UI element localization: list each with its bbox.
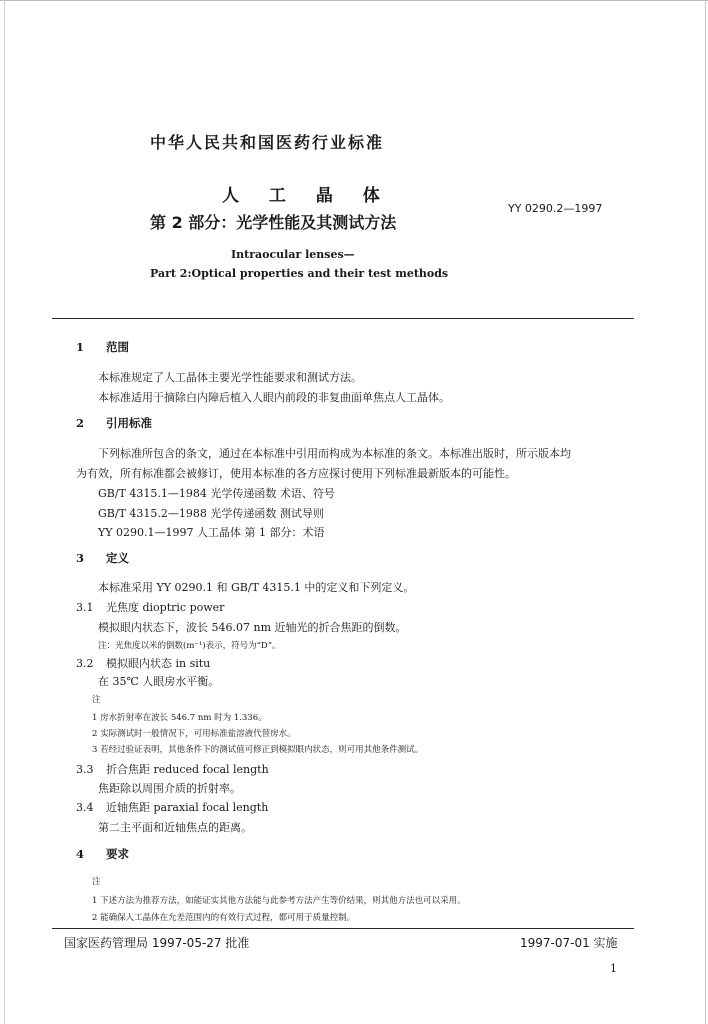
section-1-heading [76,339,129,355]
definition-text: 焦距除以周围介质的折射率。 [98,782,241,795]
section-number: 1 [76,340,85,354]
note-item: 1 下述方法为推荐方法，如能证实其他方法能与此参考方法产生等价结果，则其他方法也可以采用。 [92,896,466,906]
section-title: 定义 [106,551,129,565]
reference-item: GB/T 4315.2—1988 光学传递函数 测试导则 [98,507,324,520]
english-title: Intraocular lenses— [231,248,355,261]
definition-3-1-term [76,599,224,615]
section-title: 范围 [106,340,129,354]
section-number: 3 [76,551,85,565]
term: 光焦度 dioptric power [106,601,225,614]
paragraph: 本标准适用于摘除白内障后植入人眼内前段的非复曲面单焦点人工晶体。 [98,391,450,404]
paragraph-continuation: 为有效，所有标准都会被修订，使用本标准的各方应探讨使用下列标准最新版本的可能性。 [76,467,516,480]
definition-text: 在 35℃ 人眼房水平衡。 [98,675,220,688]
footer-rule [52,928,634,929]
section-4-heading [76,846,129,862]
clause-number: 3.2 [76,657,94,670]
reference-item: GB/T 4315.1—1984 光学传递函数 术语、符号 [98,487,335,500]
note-item: 2 实际测试时一般情况下，可用标准盐溶液代替房水。 [92,729,296,739]
approval-date: 国家医药管理局 1997-05-27 批准 [64,936,250,950]
section-number: 4 [76,847,85,861]
note-item: 1 房水折射率在波长 546.7 nm 时为 1.336。 [92,713,267,723]
section-3-heading [76,550,129,566]
paragraph: 本标准规定了人工晶体主要光学性能要求和测试方法。 [98,371,362,384]
definition-3-4-term [76,799,268,815]
clause-number: 3.3 [76,763,94,776]
note-label: 注 [92,877,101,887]
term: 近轴焦距 paraxial focal length [106,801,269,814]
clause-number: 3.1 [76,601,94,614]
section-2-heading [76,415,152,431]
standard-number: YY 0290.2—1997 [508,202,603,215]
page-number: 1 [610,962,617,975]
note-item: 3 若经过验证表明，其他条件下的测试值可修正到模拟眼内状态，则可用其他条件测试。 [92,745,424,755]
definition-text: 第二主平面和近轴焦点的距离。 [98,821,252,834]
section-title: 要求 [106,847,129,861]
paragraph: 本标准采用 YY 0290.1 和 GB/T 4315.1 中的定义和下列定义。 [98,581,415,594]
effective-date: 1997-07-01 实施 [520,936,618,950]
clause-number: 3.4 [76,801,94,814]
standard-category-title: 中华人民共和国医药行业标准 [150,133,385,152]
scan-border-left [4,0,5,1024]
document-subtitle: 第 2 部分：光学性能及其测试方法 [150,213,397,232]
note-item: 2 能确保人工晶体在允差范围内的有效行式过程，都可用于质量控制。 [92,913,356,923]
section-title: 引用标准 [106,416,152,430]
term: 折合焦距 reduced focal length [106,763,269,776]
header-rule [52,318,634,319]
paragraph: 下列标准所包含的条文，通过在本标准中引用而构成为本标准的条文。本标准出版时，所示版本均 [98,447,571,460]
definition-3-3-term [76,761,269,777]
section-number: 2 [76,416,85,430]
definition-3-2-term [76,655,210,671]
document-title: 人 工 晶 体 [222,186,392,206]
definition-text: 模拟眼内状态下，波长 546.07 nm 近轴光的折合焦距的倒数。 [98,621,407,634]
english-subtitle: Part 2:Optical properties and their test methods [150,267,449,280]
term: 模拟眼内状态 in situ [106,657,211,670]
scan-border-right [705,0,706,1024]
scan-border-top [0,0,708,1]
note: 注：光焦度以米的倒数(m⁻¹)表示，符号为“D”。 [98,641,281,651]
note-label: 注 [92,695,101,705]
reference-item: YY 0290.1—1997 人工晶体 第 1 部分：术语 [98,526,325,539]
